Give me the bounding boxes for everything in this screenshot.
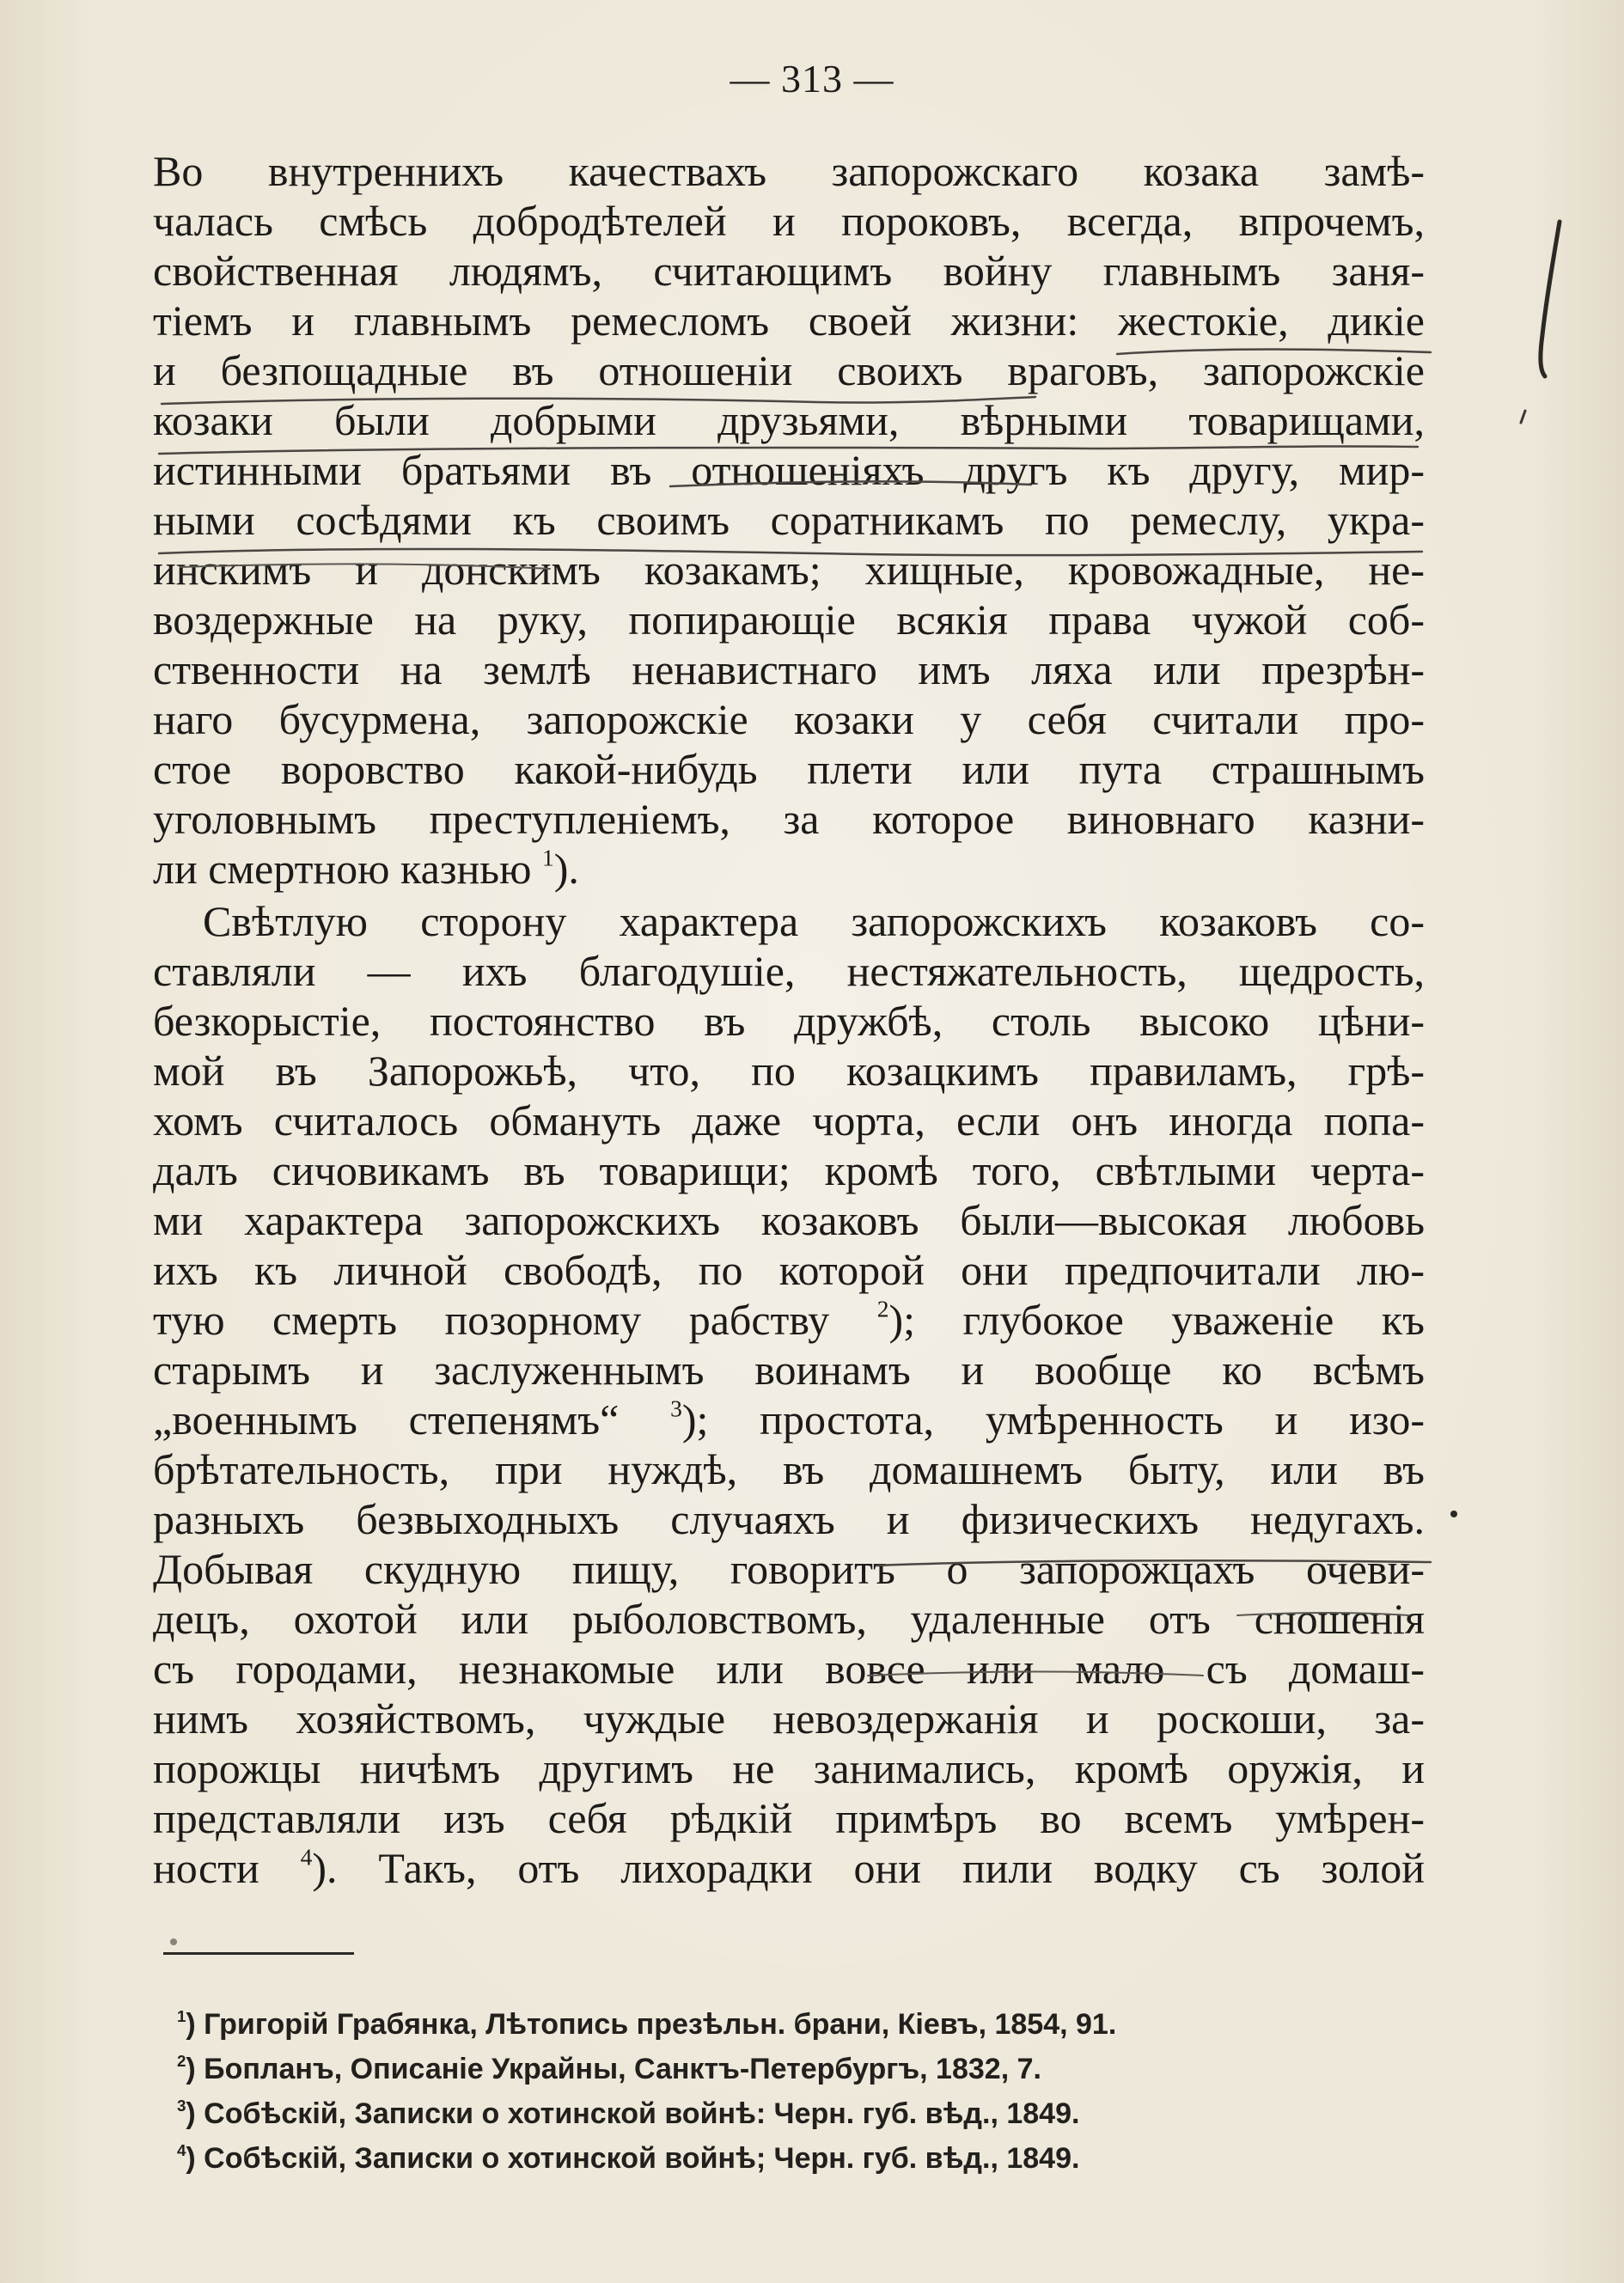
text-line: Свѣтлую сторону характера запорожскихъ козаковъ со- — [203, 897, 1425, 945]
text-line-with-footnote — [153, 1295, 1425, 1345]
footnote-text: ) Собѣскій, Записки о хотинской войнѣ; Черн. губ. вѣд., 1849. — [186, 2142, 1080, 2175]
footnote-marker[interactable]: 1 — [541, 844, 554, 871]
text-line: представляли изъ себя рѣдкій примѣръ во всемъ умѣрен- — [153, 1794, 1425, 1842]
text-line: безкорыстіе, постоянство въ дружбѣ, столь высоко цѣни- — [153, 997, 1425, 1045]
margin-pencil-mark — [1541, 222, 1560, 376]
text-line: брѣтательность, при нуждѣ, въ домашнемъ быту, или въ — [153, 1445, 1425, 1493]
footnote-number: 3 — [177, 2096, 186, 2115]
footnote-marker[interactable]: 3 — [670, 1395, 682, 1422]
text-line: ми характера запорожскихъ козаковъ были—высокая любовь — [153, 1196, 1425, 1244]
text-line: истинными братьями въ отношеніяхъ другъ къ другу, мир- — [153, 446, 1425, 494]
text-line: стое воровство какой-нибудь плети или пута страшнымъ — [153, 745, 1425, 793]
footnote-number: 1 — [177, 2006, 186, 2025]
footnote-1 — [177, 2002, 1380, 2047]
footnote-number: 2 — [177, 2051, 186, 2070]
ink-dot — [1450, 1511, 1457, 1517]
text-line-with-footnote — [153, 1843, 1425, 1893]
text-line: тіемъ и главнымъ ремесломъ своей жизни: жестокіе, дикіе — [153, 296, 1425, 345]
text-line: ставляли — ихъ благодушіе, нестяжательность, щедрость, — [153, 947, 1425, 995]
footnote-3 — [177, 2091, 1380, 2136]
text-line: далъ сичовикамъ въ товарищи; кромѣ того, свѣтлыми черта- — [153, 1146, 1425, 1194]
text-fragment: ности — [153, 1844, 301, 1892]
text-line: децъ, охотой или рыболовствомъ, удаленные отъ сношенія — [153, 1595, 1425, 1643]
text-line: и безпощадные въ отношеніи своихъ враговъ, запорожскіе — [153, 346, 1425, 394]
text-line: старымъ и заслуженнымъ воинамъ и вообще ко всѣмъ — [153, 1346, 1425, 1394]
footnote-divider — [163, 1952, 354, 1955]
text-line: ихъ къ личной свободѣ, по которой они предпочитали лю- — [153, 1246, 1425, 1294]
footnote-4 — [177, 2136, 1380, 2181]
footnote-text: ) Григорій Грабянка, Лѣтопись презѣльн. брани, Кіевъ, 1854, 91. — [186, 2008, 1117, 2041]
text-fragment: тую смерть позорному рабству — [153, 1296, 877, 1344]
footnotes — [177, 2002, 1380, 2181]
text-fragment: ); глубокое уваженіе къ — [888, 1296, 1425, 1344]
page-number: — 313 — — [730, 57, 894, 101]
text-fragment: ). — [553, 845, 579, 893]
margin-tick-mark — [1521, 411, 1525, 423]
text-line: порожцы ничѣмъ другимъ не занимались, кромѣ оружія, и — [153, 1744, 1425, 1792]
text-line: ными сосѣдями къ своимъ соратникамъ по ремеслу, укра- — [153, 496, 1425, 544]
footnote-2 — [177, 2047, 1380, 2091]
text-line: ственности на землѣ ненавистнаго имъ ляха или презрѣн- — [153, 645, 1425, 693]
text-fragment: ли смертною казнью — [153, 845, 542, 893]
footnote-marker[interactable]: 2 — [876, 1295, 889, 1322]
text-line: нимъ хозяйствомъ, чуждые невоздержанія и роскоши, за- — [153, 1694, 1425, 1743]
text-line: разныхъ безвыходныхъ случаяхъ и физическихъ недугахъ. — [153, 1495, 1425, 1543]
text-line: свойственная людямъ, считающимъ войну главнымъ заня- — [153, 247, 1425, 295]
text-line: мой въ Запорожьѣ, что, по козацкимъ правиламъ, грѣ- — [153, 1047, 1425, 1095]
text-line: козаки были добрыми друзьями, вѣрными товарищами, — [153, 396, 1425, 444]
footnote-number: 4 — [177, 2140, 186, 2159]
footnote-marker[interactable]: 4 — [300, 1843, 313, 1871]
text-fragment: ); простота, умѣренность и изо- — [681, 1395, 1425, 1444]
text-line-with-footnote — [153, 844, 1425, 894]
footnote-text: ) Собѣскій, Записки о хотинской войнѣ: Черн. губ. вѣд., 1849. — [186, 2097, 1080, 2130]
text-line: хомъ считалось обмануть даже чорта, если онъ иногда попа- — [153, 1096, 1425, 1145]
footnote-text: ) Бопланъ, Описаніе Украйны, Санктъ-Петербургъ, 1832, 7. — [186, 2053, 1041, 2085]
text-line: инскимъ и донскимъ козакамъ; хищные, кровожадные, не- — [153, 546, 1425, 594]
body-text — [153, 146, 1425, 1893]
text-line: чалась смѣсь добродѣтелей и пороковъ, всегда, впрочемъ, — [153, 197, 1425, 245]
text-line: уголовнымъ преступленіемъ, за которое виновнаго казни- — [153, 795, 1425, 843]
text-line: Добывая скудную пищу, говоритъ о запорожцахъ очеви- — [153, 1545, 1425, 1593]
text-fragment: ). Такъ, отъ лихорадки они пили водку съ золой — [312, 1844, 1425, 1892]
text-fragment: „военнымъ степенямъ“ — [153, 1395, 671, 1444]
ink-dot — [170, 1938, 177, 1945]
text-line: Во внутреннихъ качествахъ запорожскаго козака замѣ- — [153, 147, 1425, 195]
text-line: съ городами, незнакомые или вовсе или мало съ домаш- — [153, 1645, 1425, 1693]
text-line: наго бусурмена, запорожскіе козаки у себя считали про- — [153, 695, 1425, 743]
text-line-with-footnote — [153, 1395, 1425, 1444]
text-line: воздержные на руку, попирающіе всякія права чужой соб- — [153, 595, 1425, 644]
